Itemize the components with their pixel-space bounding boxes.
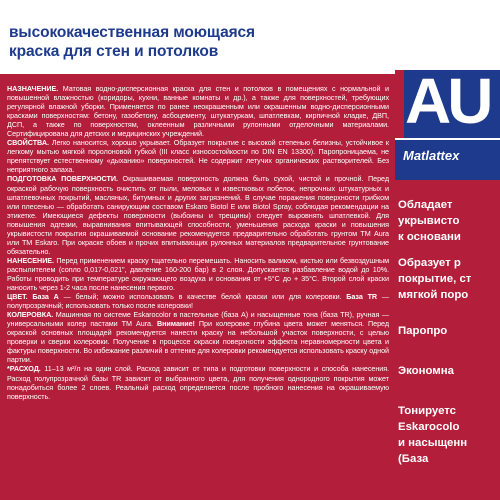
consumption-text: 11–13 м²/л на один слой. Расход зависит от типа и подготовки поверхности и способа нанесения. Расход полупрозрачной базы TR зависит от выбранного цвета, для получения однородного покрытия может понадобиться более 2 слоев. Реальный расход определяется после пробного нанесения на окрашиваемую поверхность.: [7, 364, 389, 401]
color-text: — белый; можно использовать в качестве белой краски или для колеровки.: [58, 292, 347, 302]
section-tinting: [7, 310, 389, 364]
feature-line: Паропро: [398, 325, 448, 337]
brand-logo: [403, 65, 500, 140]
section-preparation: [7, 174, 389, 255]
consumption-label: *РАСХОД.: [7, 364, 41, 374]
feature-line: Eskarocolo: [398, 421, 460, 433]
feature-line: покрытие, ст: [398, 273, 472, 285]
section-consumption: [7, 364, 389, 400]
feature-line: мягкой поро: [398, 289, 469, 301]
tinting-label: КОЛЕРОВКА.: [7, 310, 54, 320]
preparation-label: ПОДГОТОВКА ПОВЕРХНОСТИ.: [7, 174, 118, 184]
application-label: НАНЕСЕНИЕ.: [7, 255, 54, 265]
feature-line: к основани: [398, 231, 461, 243]
product-name: Matlattex: [403, 148, 460, 163]
headline-line-2: краска для стен и потолков: [9, 43, 219, 60]
purpose-text: Матовая водно-дисперсионная краска для стен и потолков в помещениях с нормальной и повышенной влажностью (коридоры, кухни, ванные комнаты и др.), а также для поверхностей, требующих регулярной влажной уборки. Применяется по ранее неокрашенным или окрашенным водно-дисперсионными красками поверхностям: бетону, газобетону, асбоцементу, штукатуркам, шпатлевкам, кирпичной кладке, ДВП, ДСП, а также по поверхностям, оклеенным различными рулонными отделочными материалами. Сертифицирована для детских и медицинских учреждений.: [7, 84, 389, 139]
section-application: [7, 256, 389, 292]
preparation-text: Окрашиваемая поверхность должна быть сухой, чистой и прочной. Перед окраской рабочую поверхность очистить от пыли, меловых и известковых побелок, непрочных штукатурных и шпатлевочных покрытий, масляных, битумных и других загрязнений. В случае поражения поверхности грибком или плесенью — обработать санирующим составом Eskaro Biotol E или Biotol Spray, соблюдая рекомендации на этикетке. Имеющиеся дефекты поверхности (выбоины и трещины) следует выровнять шпатлевкой. Для повышения адгезии, выравнивания впитывающей способности, уменьшения расхода краски и повышения укрывистости покрытия окрашиваемой основание рекомендуется предварительно обработать грунтом ТМ Aura или ТМ Eskaro. При окраске обоев и прочих впитывающих рулонных материалов предварительное грунтование обязательно.: [7, 174, 389, 256]
tinting-text: Машинная по системе Eskarocolor в пастельные (база А) и насыщенные тона (база TR), ручная — универсальными колер пастами ТМ Aura.: [7, 310, 389, 329]
section-purpose: [7, 84, 389, 138]
application-text: Перед применением краску тщательно перемешать. Наносить валиком, кистью или безвоздушным распылителем (сопло 0,017-0,021", давление 160-200 бар) в 2 слоя. Допускается разбавление водой до 10%. Работы проводить при температуре окружающего воздуха и основания от +5°C до + 35°C. Второй слой краски наносить через 1-2 часа после нанесения первого.: [7, 255, 389, 293]
headline-line-1: высококачественная моющаяся: [9, 24, 255, 41]
feature-line: (База: [398, 453, 429, 465]
properties-text: Легко наносится, хорошо укрывает. Образует покрытие с высокой степенью белизны, устойчивое к легкому мытью мягкой поролоновой губкой (III класс износостойкости по DIN EN 13300). Паропроницаема, не препятствует естественному «дыханию» поверхностей. Не содержит летучих органических растворителей. Без неприятного запаха.: [7, 138, 389, 175]
feature-line: Обладает: [398, 199, 453, 211]
tinting-warning: Внимание!: [156, 319, 195, 329]
purpose-label: НАЗНАЧЕНИЕ.: [7, 84, 59, 93]
color-label-2: База TR: [346, 292, 378, 302]
feature-line: Образует р: [398, 257, 461, 269]
logo-letters: AU: [405, 65, 490, 137]
tinting-text-2: При колеровке глубина цвета может меняться. Перед окраской основных площадей рекомендуется нанести краску на небольшой участок поверхности, с целью проверки и сверки колеровки. Получение в процессе окраски поверхности эффекта неравномерности цвета и фактуры поверхности. Во избежание различий в оттенке для колеровки рекомендуется использовать краску одной партии.: [7, 319, 389, 365]
feature-line: укрывисто: [398, 215, 460, 227]
section-color: [7, 292, 389, 310]
feature-line: и насыщенн: [398, 437, 468, 449]
color-label: ЦВЕТ. База А: [7, 292, 59, 302]
color-text-2: — полупрозрачный; использовать только после колеровки!: [7, 292, 389, 311]
feature-line: Тонируетс: [398, 405, 457, 417]
logo-divider: [395, 138, 500, 140]
product-name-band: [395, 140, 500, 180]
logo-accent-strip: [395, 70, 404, 140]
section-properties: [7, 138, 389, 174]
description-text: [7, 84, 389, 401]
feature-line: Экономна: [398, 365, 454, 377]
properties-label: СВОЙСТВА.: [7, 138, 49, 148]
